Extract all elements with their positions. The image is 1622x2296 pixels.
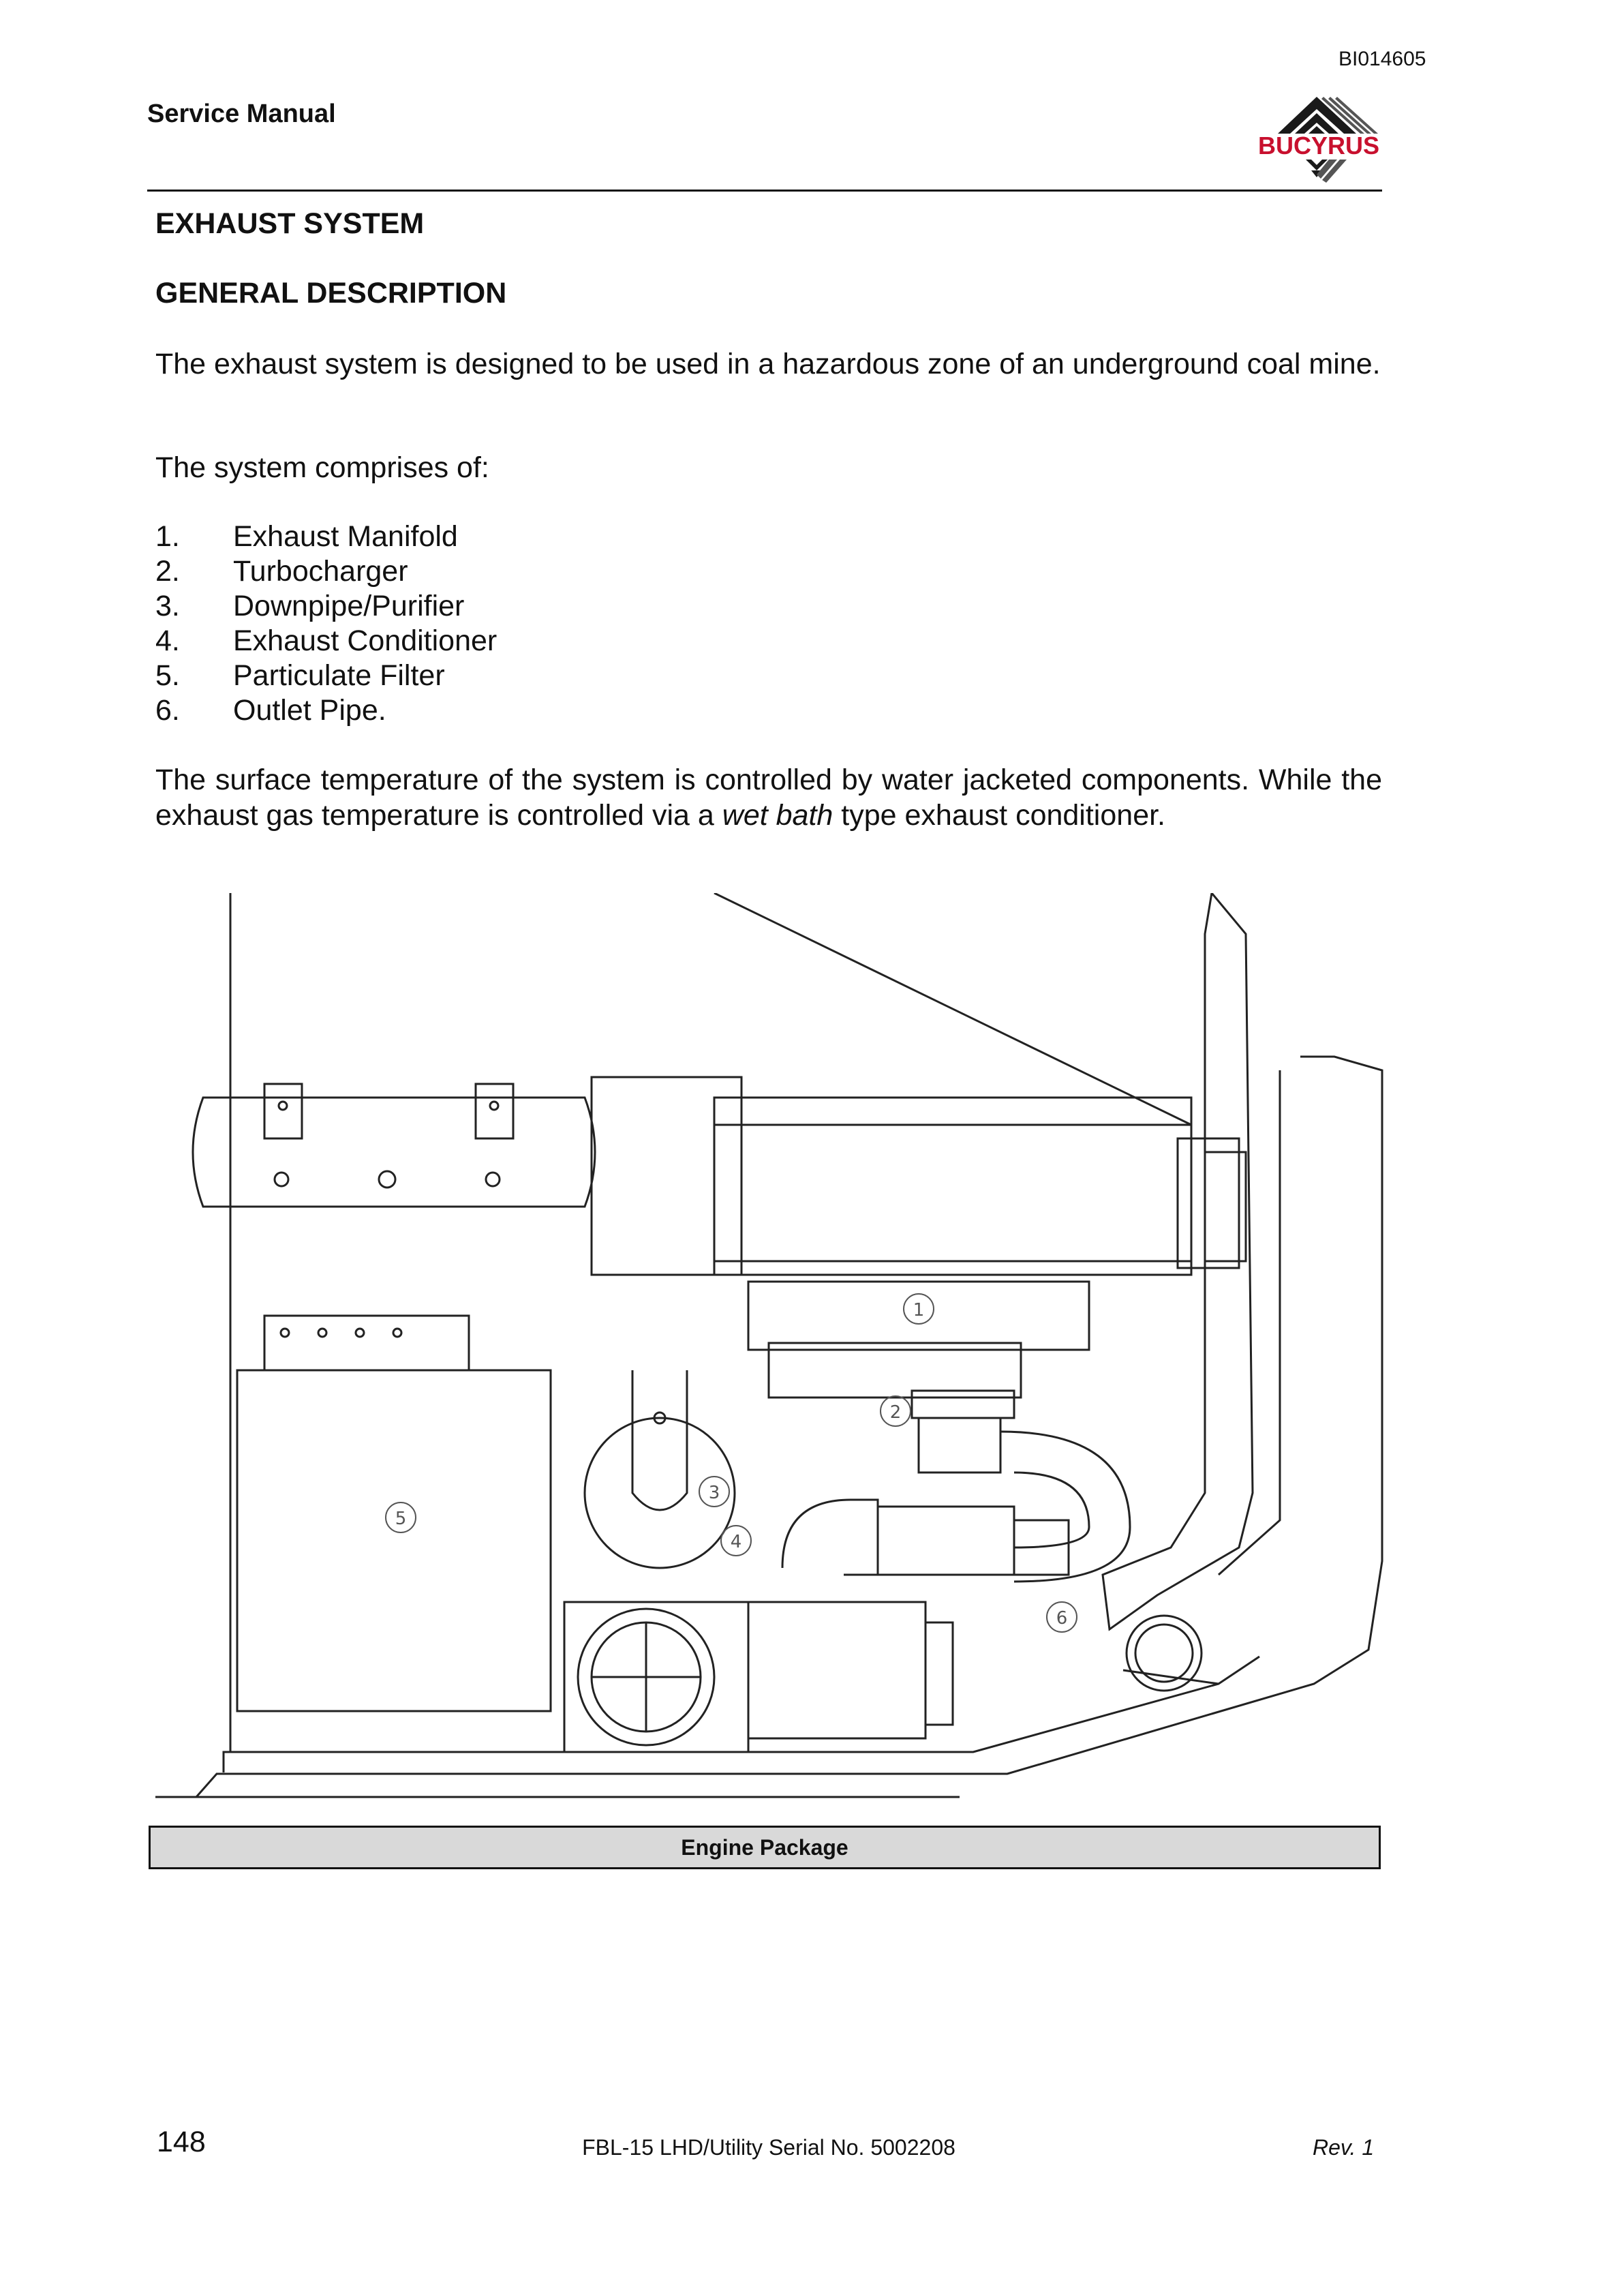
logo-wordmark: BUCYRUS xyxy=(1257,132,1380,160)
list-label: Exhaust Manifold xyxy=(233,520,458,553)
list-item xyxy=(155,589,497,624)
list-number: 6. xyxy=(155,694,180,727)
list-label: Exhaust Conditioner xyxy=(233,624,498,657)
temperature-text-part2: type exhaust conditioner. xyxy=(833,799,1165,832)
list-item xyxy=(155,693,497,728)
comprises-label: The system comprises of: xyxy=(155,451,489,484)
list-number: 3. xyxy=(155,590,180,622)
figure-caption-box xyxy=(149,1826,1381,1869)
list-label: Turbocharger xyxy=(233,555,408,588)
cooling-fan xyxy=(564,1602,748,1752)
engine-package-diagram xyxy=(155,893,1396,1820)
engine-block xyxy=(592,893,1246,1398)
list-label: Downpipe/Purifier xyxy=(233,590,465,622)
section-title: EXHAUST SYSTEM xyxy=(155,207,425,240)
list-number: 4. xyxy=(155,624,180,657)
temperature-text-part1: The surface temperature of the system is controlled by water jacketed components. While the exhaust gas temperature is controlled via a xyxy=(155,764,1382,832)
list-label: Outlet Pipe. xyxy=(233,694,386,727)
list-label: Particulate Filter xyxy=(233,659,445,692)
callout-4: 4 xyxy=(730,1532,742,1552)
temperature-paragraph xyxy=(155,762,1382,833)
callout-5: 5 xyxy=(395,1509,407,1529)
component-list xyxy=(155,519,497,728)
manual-title: Service Manual xyxy=(147,100,336,128)
turbocharger xyxy=(912,1391,1130,1582)
bucyrus-logo xyxy=(1240,94,1397,186)
temperature-text-emphasis: wet bath xyxy=(722,799,833,832)
callout-1: 1 xyxy=(913,1300,925,1320)
downpipe-purifier xyxy=(585,1370,735,1568)
outlet-stack xyxy=(1103,893,1280,1691)
intro-paragraph: The exhaust system is designed to be used in a hazardous zone of an underground coal mine. xyxy=(155,348,1381,380)
subsection-title: GENERAL DESCRIPTION xyxy=(155,277,507,309)
callout-6: 6 xyxy=(1056,1608,1068,1629)
list-number: 5. xyxy=(155,659,180,692)
exhaust-conditioner xyxy=(748,1500,1069,1738)
list-number: 2. xyxy=(155,555,180,588)
list-item xyxy=(155,659,497,693)
callout-group xyxy=(386,1294,1077,1632)
page-number: 148 xyxy=(157,2126,206,2158)
footer-model-serial: FBL-15 LHD/Utility Serial No. 5002208 xyxy=(582,2135,955,2160)
list-item xyxy=(155,624,497,659)
footer-revision: Rev. 1 xyxy=(1313,2135,1375,2160)
callout-3: 3 xyxy=(708,1483,720,1503)
figure-caption: Engine Package xyxy=(681,1835,848,1860)
list-number: 1. xyxy=(155,520,180,553)
air-tank xyxy=(193,1084,595,1207)
callout-2: 2 xyxy=(889,1402,902,1423)
header-divider xyxy=(147,190,1382,192)
list-item xyxy=(155,554,497,589)
list-item xyxy=(155,519,497,554)
document-id: BI014605 xyxy=(1338,48,1426,70)
particulate-filter xyxy=(237,1316,551,1711)
